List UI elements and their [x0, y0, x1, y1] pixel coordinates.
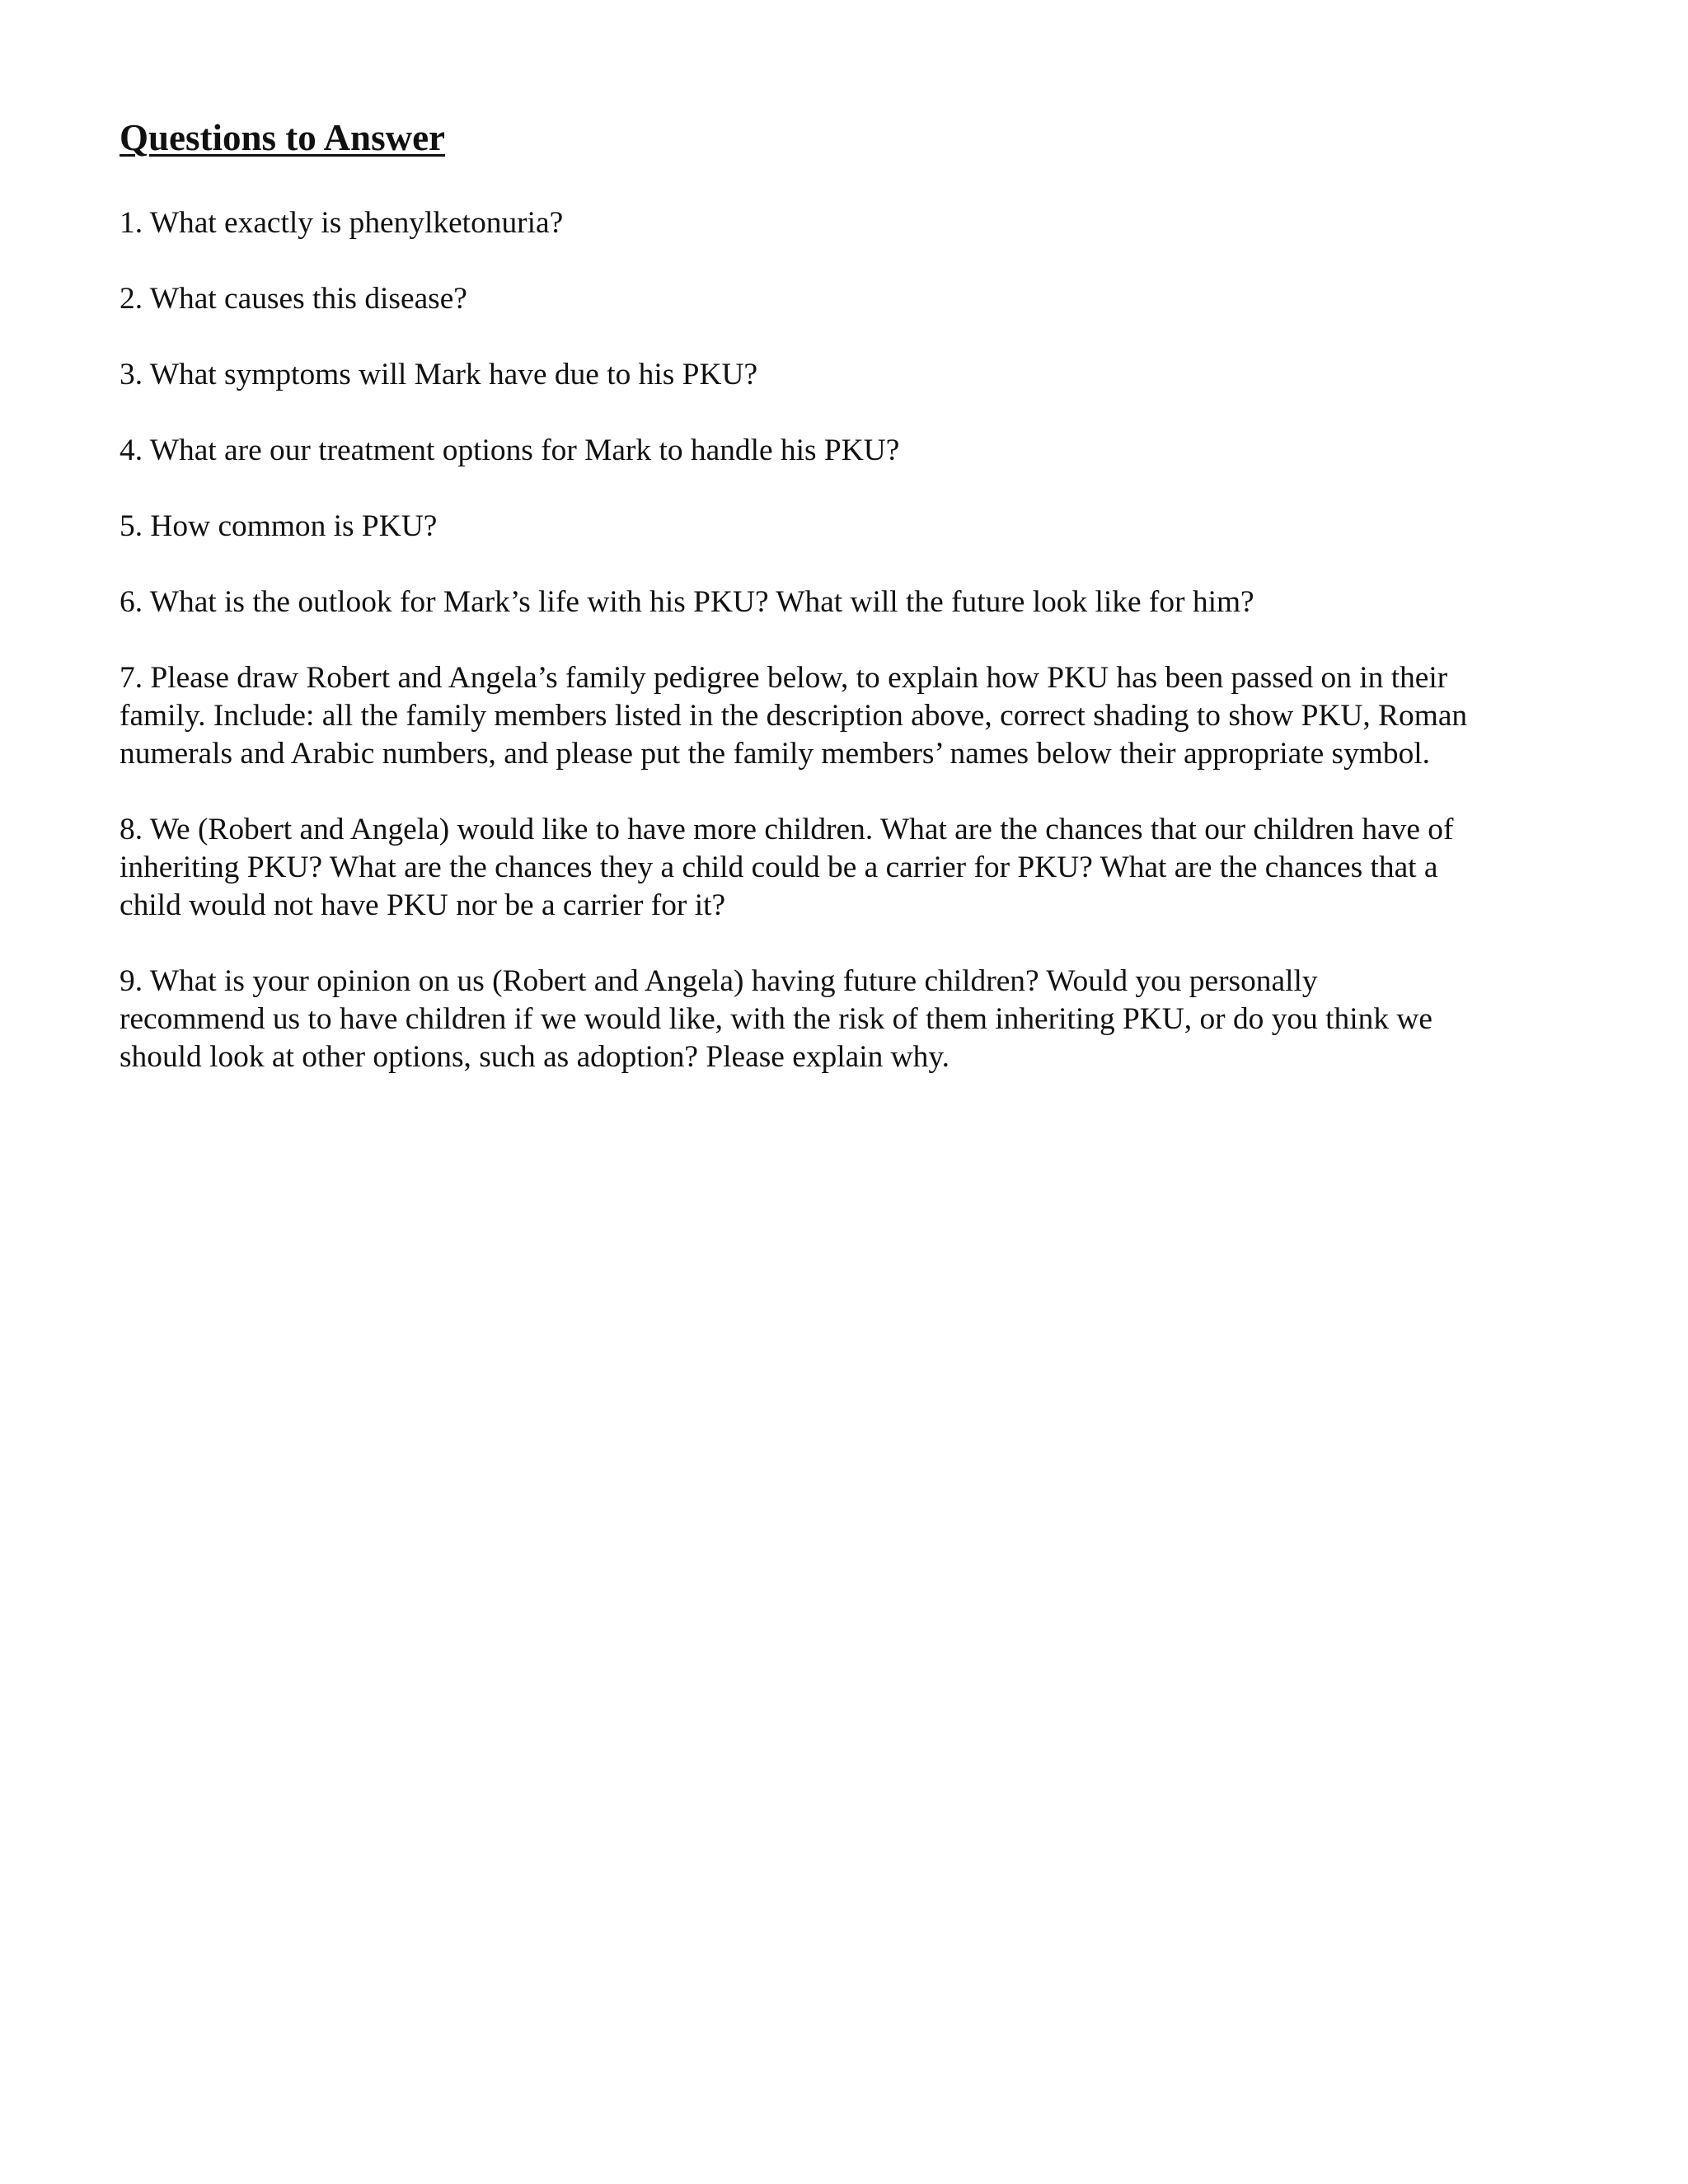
question-line: 8. We (Robert and Angela) would like to have more children. What are the chances that our children have of — [120, 813, 1454, 846]
question-line: 4. What are our treatment options for Mark to handle his PKU? — [120, 434, 900, 467]
question-5 — [120, 508, 1578, 546]
question-4 — [120, 432, 1578, 470]
question-line: 9. What is your opinion on us (Robert and Angela) having future children? Would you personally — [120, 964, 1318, 998]
question-2 — [120, 280, 1578, 318]
question-line: 5. How common is PKU? — [120, 509, 438, 543]
question-line: family. Include: all the family members listed in the description above, correct shading to show PKU, Roman — [120, 699, 1468, 733]
question-3 — [120, 356, 1578, 394]
question-line: 1. What exactly is phenylketonuria? — [120, 206, 564, 240]
question-line: numerals and Arabic numbers, and please put the family members’ names below their appropriate symbol. — [120, 737, 1431, 771]
question-line: 2. What causes this disease? — [120, 282, 467, 316]
question-6 — [120, 583, 1578, 621]
question-line: 3. What symptoms will Mark have due to his PKU? — [120, 358, 758, 391]
question-9 — [120, 963, 1578, 1076]
question-line: should look at other options, such as adoption? Please explain why. — [120, 1040, 950, 1074]
question-line: recommend us to have children if we would like, with the risk of them inheriting PKU, or do you think we — [120, 1002, 1432, 1036]
question-line: child would not have PKU nor be a carrier for it? — [120, 888, 726, 922]
page-title: Questions to Answer — [120, 117, 446, 158]
question-7 — [120, 659, 1578, 773]
question-8 — [120, 811, 1578, 925]
question-line: 6. What is the outlook for Mark’s life with his PKU? What will the future look like for him? — [120, 585, 1254, 619]
question-1 — [120, 204, 1578, 242]
question-line: inheriting PKU? What are the chances they a child could be a carrier for PKU? What are the chances that a — [120, 851, 1438, 884]
question-line: 7. Please draw Robert and Angela’s family pedigree below, to explain how PKU has been passed on in their — [120, 661, 1448, 695]
